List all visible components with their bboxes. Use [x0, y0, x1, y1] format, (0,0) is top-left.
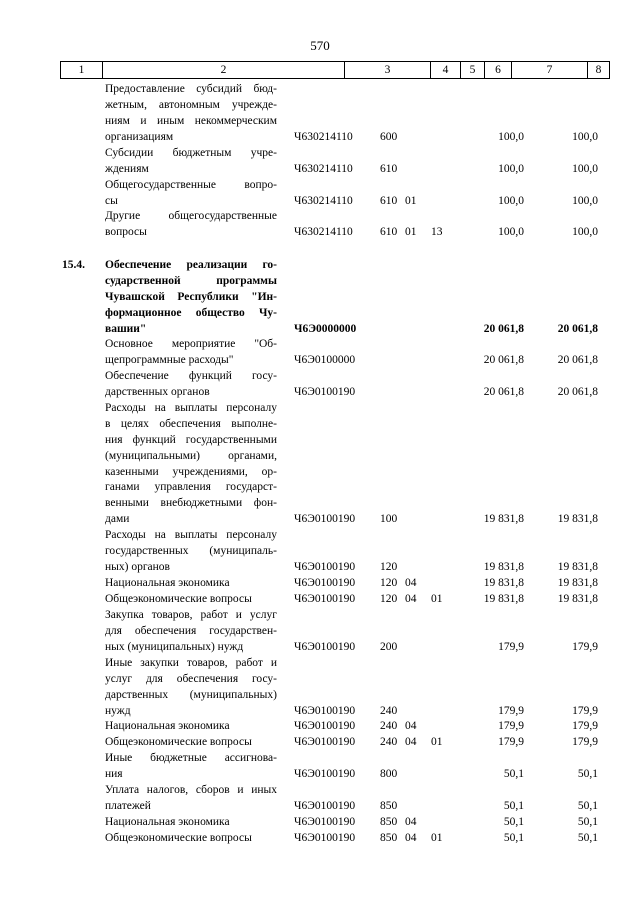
- row-name: [105, 82, 277, 146]
- row-name-line: Национальная экономика: [105, 816, 230, 828]
- row-name-line: ниям и иным некоммерческим: [105, 114, 277, 127]
- target-article-code: Ч6Э0100000: [294, 353, 356, 366]
- expense-type: 600: [380, 130, 398, 143]
- expense-type: 800: [380, 767, 398, 780]
- row-name-line: нужд: [105, 704, 131, 717]
- section-code: 04: [405, 816, 417, 828]
- row-name: [105, 751, 277, 783]
- amount-col7: 100,0: [498, 162, 524, 175]
- row-name: [105, 656, 277, 720]
- row-name: [105, 576, 277, 592]
- row-name-line: организациям: [105, 130, 174, 143]
- row-name: [105, 783, 277, 815]
- section-code: 04: [405, 832, 417, 844]
- amount-col7: 19 831,8: [483, 577, 524, 589]
- amount-col7: 50,1: [503, 799, 524, 812]
- expense-type: 850: [380, 816, 398, 828]
- row-name-line: Обеспечение функций госу-: [105, 370, 277, 382]
- target-article-code: Ч630214110: [294, 130, 353, 143]
- amount-col7: 20 061,8: [483, 353, 524, 366]
- expense-type: 610: [380, 194, 398, 207]
- amount-col8: 179,9: [572, 704, 598, 717]
- target-article-code: Ч6Э0100190: [294, 720, 356, 732]
- column-header-3: 3: [345, 62, 431, 78]
- row-name-line: ждениям: [105, 162, 149, 175]
- row-name-line: венными внебюджетными фон-: [105, 497, 277, 510]
- row-name-line: ных (муниципальных) нужд: [105, 640, 244, 653]
- amount-col8: 100,0: [572, 162, 598, 175]
- row-name-line: ния функций государственными: [105, 433, 277, 446]
- expense-type: 120: [380, 560, 398, 573]
- row-name-line: дарственных (муниципальных): [105, 688, 277, 701]
- target-article-code: Ч6Э0100190: [294, 704, 356, 717]
- amount-col8: 100,0: [572, 194, 598, 207]
- row-name-line: ных) органов: [105, 560, 170, 573]
- column-header-7: 7: [512, 62, 588, 78]
- expense-type: 240: [380, 704, 398, 717]
- target-article-code: Ч630214110: [294, 194, 353, 207]
- row-name-line: услуг для обеспечения госу-: [105, 672, 277, 685]
- amount-col7: 179,9: [498, 720, 524, 732]
- amount-col8: 100,0: [572, 130, 598, 143]
- target-article-code: Ч6Э0100190: [294, 832, 356, 844]
- target-article-code: Ч630214110: [294, 162, 353, 175]
- row-name-line: Общеэкономические вопросы: [105, 736, 252, 748]
- expense-type: 200: [380, 640, 398, 653]
- expense-type: 100: [380, 513, 398, 526]
- row-name: [105, 528, 277, 576]
- amount-col8: 100,0: [572, 225, 598, 238]
- row-name-line: Другие общегосударственные: [105, 210, 277, 222]
- section-code: 01: [405, 194, 417, 207]
- row-name-line: Национальная экономика: [105, 577, 230, 589]
- row-name: [105, 815, 277, 831]
- row-name-line: Расходы на выплаты персоналу: [105, 402, 277, 414]
- row-name-line: платежей: [105, 799, 151, 812]
- amount-col8: 20 061,8: [557, 353, 598, 366]
- row-name-line: формационное общество Чу-: [105, 306, 277, 319]
- expense-type: 610: [380, 162, 398, 175]
- row-name-line: Чувашской Республики "Ин-: [105, 290, 277, 303]
- target-article-code: Ч6Э0100190: [294, 513, 356, 526]
- column-header-8: 8: [595, 64, 602, 76]
- row-name: [105, 719, 277, 735]
- subsection-code: 01: [431, 832, 443, 844]
- amount-col8: 50,1: [577, 767, 598, 780]
- amount-col7: 50,1: [503, 816, 524, 828]
- section-code: 04: [405, 736, 417, 748]
- amount-col7: 179,9: [498, 640, 524, 653]
- section-code: 04: [405, 720, 417, 732]
- amount-col7: 100,0: [498, 130, 524, 143]
- row-name: [105, 146, 277, 178]
- column-header-6: 6: [485, 62, 512, 78]
- column-header-2: 2: [103, 62, 345, 78]
- expense-type: 610: [380, 225, 398, 238]
- row-name: [105, 735, 277, 751]
- amount-col7: 19 831,8: [483, 593, 524, 605]
- target-article-code: Ч6Э0100190: [294, 816, 356, 828]
- row-name-line: ганами управления государст-: [105, 481, 277, 494]
- amount-col7: 100,0: [498, 225, 524, 238]
- row-name-line: Закупка товаров, работ и услуг: [105, 609, 277, 621]
- amount-col8: 19 831,8: [557, 513, 598, 526]
- amount-col8: 179,9: [572, 720, 598, 732]
- row-name-line: Общеэкономические вопросы: [105, 593, 252, 605]
- amount-col8: 20 061,8: [557, 322, 598, 335]
- expense-type: 850: [380, 832, 398, 844]
- row-name-line: казенными учреждениями, ор-: [105, 465, 277, 478]
- amount-col8: 19 831,8: [557, 577, 598, 589]
- section-code: 04: [405, 577, 417, 589]
- amount-col8: 19 831,8: [557, 560, 598, 573]
- row-name: [105, 608, 277, 656]
- subsection-code: 13: [431, 225, 443, 238]
- row-name-line: в целях обеспечения выполне-: [105, 417, 277, 430]
- column-header-5: 5: [461, 62, 485, 78]
- row-name-line: дами: [105, 513, 130, 526]
- row-name-line: жетным, автономным учрежде-: [105, 98, 277, 111]
- target-article-code: Ч6Э0100190: [294, 767, 356, 780]
- amount-col8: 20 061,8: [557, 385, 598, 398]
- row-name-line: ния: [105, 767, 123, 780]
- amount-col8: 19 831,8: [557, 593, 598, 605]
- column-header-4: 4: [431, 62, 461, 78]
- target-article-code: Ч6Э0100190: [294, 640, 356, 653]
- row-name: [105, 258, 277, 337]
- amount-col8: 179,9: [572, 736, 598, 748]
- amount-col7: 50,1: [503, 832, 524, 844]
- row-name: [105, 831, 277, 847]
- row-name-line: Обеспечение реализации го-: [105, 259, 277, 271]
- amount-col7: 20 061,8: [483, 322, 524, 335]
- row-name-line: Иные закупки товаров, работ и: [105, 657, 277, 669]
- row-name: [105, 401, 277, 528]
- row-name-line: сы: [105, 194, 118, 207]
- row-name-line: Основное мероприятие "Об-: [105, 338, 277, 350]
- amount-col8: 50,1: [577, 799, 598, 812]
- row-name-line: Субсидии бюджетным учре-: [105, 147, 277, 159]
- expense-type: 120: [380, 577, 398, 589]
- amount-col8: 50,1: [577, 832, 598, 844]
- row-name-line: государственных (муниципаль-: [105, 544, 277, 557]
- row-name-line: Иные бюджетные ассигнова-: [105, 752, 277, 764]
- row-name-line: дарственных органов: [105, 385, 210, 398]
- row-name-line: Общеэкономические вопросы: [105, 832, 252, 844]
- target-article-code: Ч630214110: [294, 225, 353, 238]
- row-name-line: Общегосударственные вопро-: [105, 179, 277, 191]
- amount-col8: 179,9: [572, 640, 598, 653]
- row-name-line: (муниципальными) органами,: [105, 449, 277, 462]
- target-article-code: Ч6Э0100190: [294, 593, 356, 605]
- subsection-code: 01: [431, 736, 443, 748]
- amount-col7: 179,9: [498, 736, 524, 748]
- row-name: [105, 178, 277, 210]
- expense-type: 240: [380, 720, 398, 732]
- amount-col7: 179,9: [498, 704, 524, 717]
- amount-col7: 50,1: [503, 767, 524, 780]
- section-code: 04: [405, 593, 417, 605]
- target-article-code: Ч6Э0100190: [294, 577, 356, 589]
- row-name-line: Уплата налогов, сборов и иных: [105, 784, 277, 796]
- column-header-1: 1: [61, 62, 103, 78]
- amount-col8: 50,1: [577, 816, 598, 828]
- row-name: [105, 369, 277, 401]
- row-name-line: для обеспечения государствен-: [105, 624, 277, 637]
- target-article-code: Ч6Э0100190: [294, 799, 356, 812]
- row-name-line: вашии": [105, 322, 147, 335]
- amount-col7: 19 831,8: [483, 513, 524, 526]
- row-name-line: сударственной программы: [105, 274, 277, 287]
- section-code: 01: [405, 225, 417, 238]
- target-article-code: Ч6Э0100190: [294, 736, 356, 748]
- row-name-line: Национальная экономика: [105, 720, 230, 732]
- amount-col7: 100,0: [498, 194, 524, 207]
- row-name: [105, 337, 277, 369]
- amount-col7: 19 831,8: [483, 560, 524, 573]
- target-article-code: Ч6Э0000000: [294, 322, 357, 335]
- subsection-code: 01: [431, 593, 443, 605]
- expense-type: 240: [380, 736, 398, 748]
- row-name-line: щепрограммные расходы": [105, 353, 234, 366]
- page-number: 570: [310, 38, 330, 53]
- row-name-line: Предоставление субсидий бюд-: [105, 83, 277, 95]
- row-name-line: вопросы: [105, 225, 147, 238]
- target-article-code: Ч6Э0100190: [294, 560, 356, 573]
- row-name-line: Расходы на выплаты персоналу: [105, 529, 277, 541]
- table-header-row: [60, 61, 610, 79]
- amount-col7: 20 061,8: [483, 385, 524, 398]
- target-article-code: Ч6Э0100190: [294, 385, 356, 398]
- expense-type: 120: [380, 593, 398, 605]
- row-name: [105, 592, 277, 608]
- expense-type: 850: [380, 799, 398, 812]
- row-section-number: 15.4.: [62, 259, 85, 271]
- row-name: [105, 209, 277, 241]
